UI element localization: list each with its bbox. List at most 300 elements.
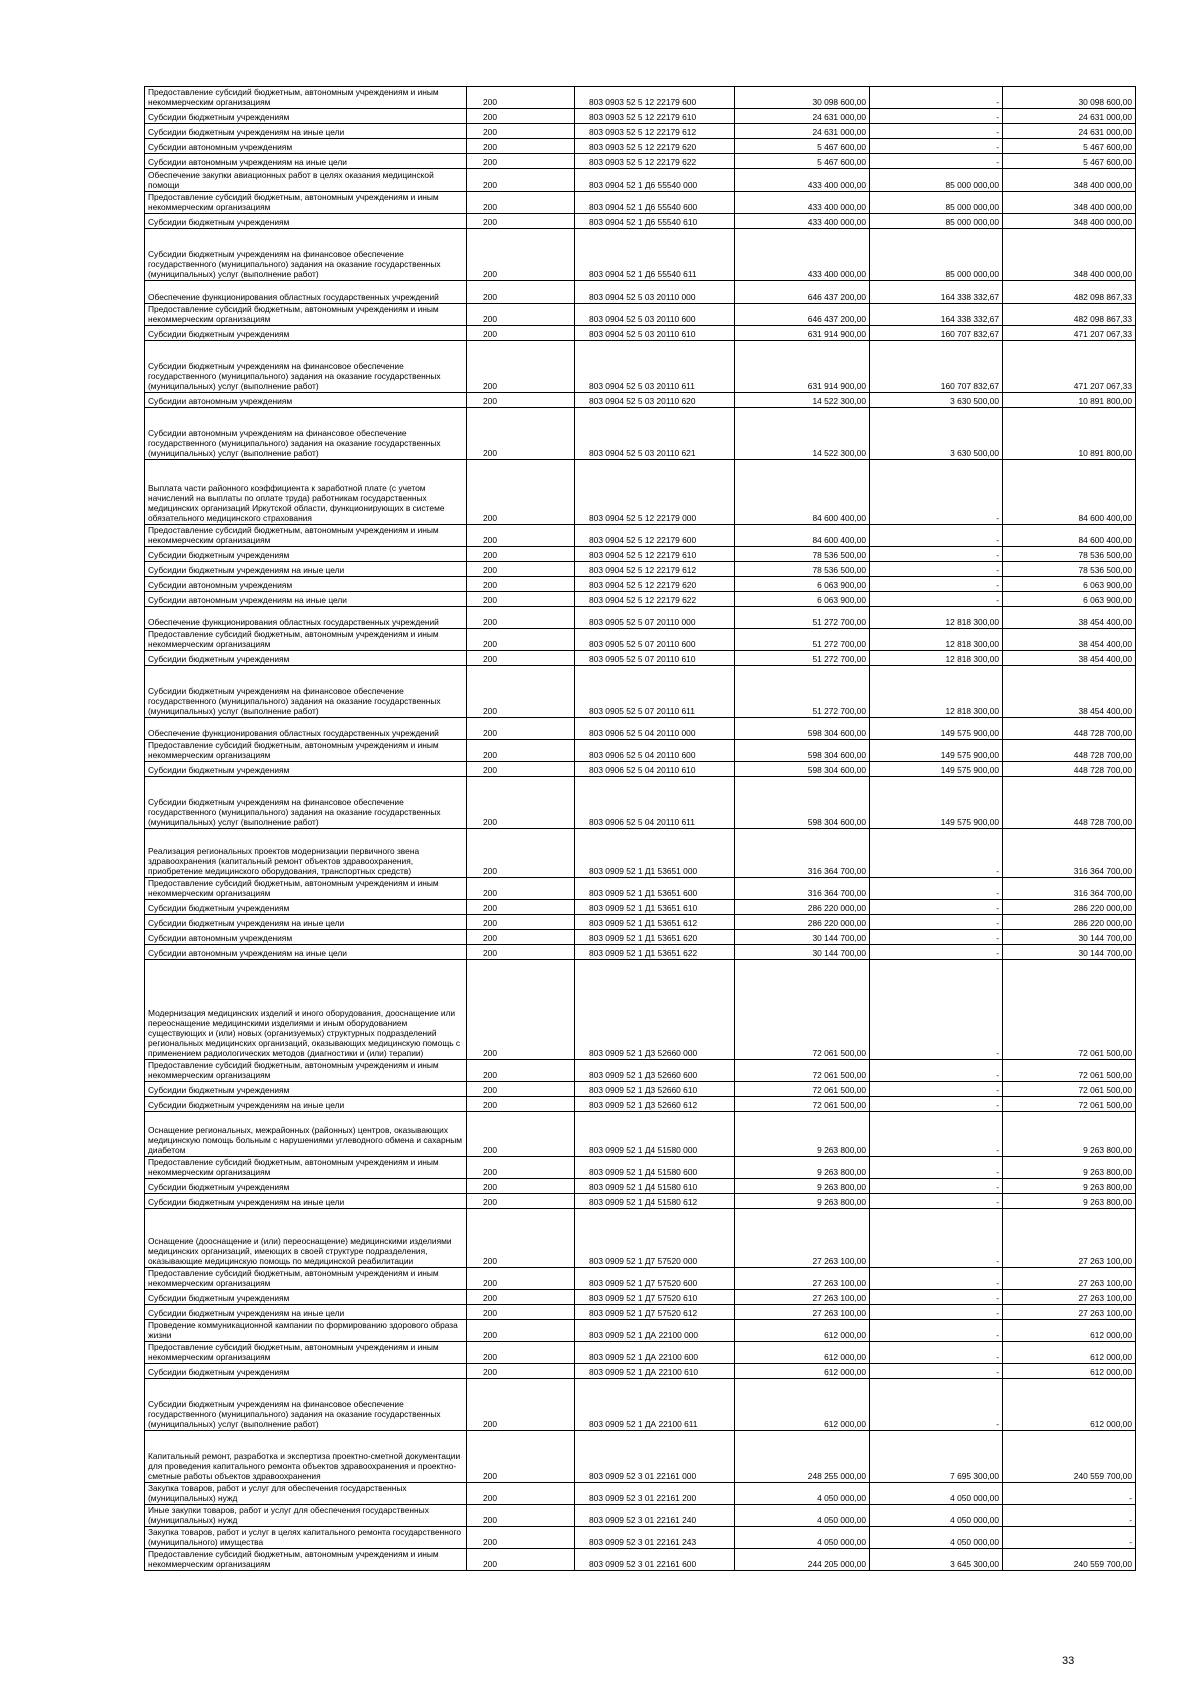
row-amount-total: 84 600 400,00 bbox=[1003, 525, 1136, 547]
row-kbk: 803 0909 52 1 Д7 57520 612 bbox=[575, 1305, 735, 1320]
row-amount-approved: 78 536 500,00 bbox=[735, 547, 870, 562]
row-kbk: 803 0903 52 5 12 22179 600 bbox=[575, 87, 735, 109]
table-row bbox=[145, 878, 1136, 900]
row-name: Субсидии бюджетным учреждениям на иные цели bbox=[145, 1097, 467, 1112]
row-amount-change: 164 338 332,67 bbox=[870, 281, 1003, 304]
row-amount-change: 160 707 832,67 bbox=[870, 341, 1003, 393]
row-name: Субсидии бюджетным учреждениям bbox=[145, 762, 467, 777]
row-amount-total: 72 061 500,00 bbox=[1003, 1082, 1136, 1097]
table-row bbox=[145, 393, 1136, 408]
row-amount-change: 149 575 900,00 bbox=[870, 740, 1003, 762]
row-amount-change: - bbox=[870, 460, 1003, 525]
row-amount-total: 30 098 600,00 bbox=[1003, 87, 1136, 109]
row-amount-change: 149 575 900,00 bbox=[870, 777, 1003, 829]
row-code: 200 bbox=[467, 740, 575, 762]
row-name: Предоставление субсидий бюджетным, автономным учреждениям и иным некоммерческим организациям bbox=[145, 740, 467, 762]
table-row bbox=[145, 229, 1136, 281]
row-name: Субсидии бюджетным учреждениям на иные цели bbox=[145, 1194, 467, 1209]
row-code: 200 bbox=[467, 629, 575, 651]
table-row bbox=[145, 1157, 1136, 1179]
row-amount-approved: 9 263 800,00 bbox=[735, 1179, 870, 1194]
row-kbk: 803 0903 52 5 12 22179 622 bbox=[575, 154, 735, 169]
row-amount-change: - bbox=[870, 1342, 1003, 1364]
table-row bbox=[145, 666, 1136, 718]
row-name: Субсидии бюджетным учреждениям bbox=[145, 214, 467, 229]
row-name: Субсидии бюджетным учреждениям на финансовое обеспечение государственного (муниципального) задания на оказание государственных (муниципальных) услуг (выполнение работ) bbox=[145, 666, 467, 718]
table-row bbox=[145, 1290, 1136, 1305]
row-amount-total: 348 400 000,00 bbox=[1003, 192, 1136, 214]
row-amount-change: - bbox=[870, 87, 1003, 109]
row-kbk: 803 0906 52 5 04 20110 000 bbox=[575, 718, 735, 740]
table-row bbox=[145, 900, 1136, 915]
row-amount-change: 85 000 000,00 bbox=[870, 214, 1003, 229]
row-amount-change: - bbox=[870, 1112, 1003, 1157]
row-amount-total: 286 220 000,00 bbox=[1003, 900, 1136, 915]
row-amount-change: 160 707 832,67 bbox=[870, 326, 1003, 341]
row-name: Предоставление субсидий бюджетным, автономным учреждениям и иным некоммерческим организациям bbox=[145, 1342, 467, 1364]
row-amount-change: 12 818 300,00 bbox=[870, 666, 1003, 718]
table-row bbox=[145, 192, 1136, 214]
row-amount-total: 38 454 400,00 bbox=[1003, 629, 1136, 651]
table-row bbox=[145, 829, 1136, 878]
row-amount-approved: 433 400 000,00 bbox=[735, 169, 870, 192]
row-code: 200 bbox=[467, 1157, 575, 1179]
row-amount-total: 6 063 900,00 bbox=[1003, 592, 1136, 607]
table-row bbox=[145, 592, 1136, 607]
row-amount-approved: 30 098 600,00 bbox=[735, 87, 870, 109]
row-amount-change: 4 050 000,00 bbox=[870, 1505, 1003, 1527]
row-amount-change: 3 630 500,00 bbox=[870, 408, 1003, 460]
row-amount-change: - bbox=[870, 915, 1003, 930]
table-row bbox=[145, 1097, 1136, 1112]
row-kbk: 803 0904 52 5 03 20110 000 bbox=[575, 281, 735, 304]
row-amount-change: - bbox=[870, 1320, 1003, 1342]
row-kbk: 803 0904 52 5 12 22179 612 bbox=[575, 562, 735, 577]
page-number: 33 bbox=[1062, 1655, 1075, 1667]
row-kbk: 803 0909 52 1 Д7 57520 600 bbox=[575, 1268, 735, 1290]
row-code: 200 bbox=[467, 87, 575, 109]
row-amount-approved: 631 914 900,00 bbox=[735, 326, 870, 341]
row-amount-change: - bbox=[870, 1268, 1003, 1290]
row-code: 200 bbox=[467, 341, 575, 393]
row-code: 200 bbox=[467, 525, 575, 547]
row-kbk: 803 0909 52 1 Д3 52660 600 bbox=[575, 1060, 735, 1082]
row-amount-change: - bbox=[870, 547, 1003, 562]
row-amount-approved: 24 631 000,00 bbox=[735, 124, 870, 139]
row-amount-change: - bbox=[870, 1097, 1003, 1112]
row-amount-total: 10 891 800,00 bbox=[1003, 393, 1136, 408]
row-amount-change: 12 818 300,00 bbox=[870, 607, 1003, 629]
row-name: Закупка товаров, работ и услуг для обеспечения государственных (муниципальных) нужд bbox=[145, 1483, 467, 1505]
row-amount-total: 27 263 100,00 bbox=[1003, 1268, 1136, 1290]
row-kbk: 803 0909 52 1 Д4 51580 612 bbox=[575, 1194, 735, 1209]
row-amount-total: 240 559 700,00 bbox=[1003, 1431, 1136, 1483]
row-name: Субсидии бюджетным учреждениям на финансовое обеспечение государственного (муниципального) задания на оказание государственных (муниципальных) услуг (выполнение работ) bbox=[145, 341, 467, 393]
row-amount-approved: 598 304 600,00 bbox=[735, 777, 870, 829]
row-amount-approved: 598 304 600,00 bbox=[735, 762, 870, 777]
row-amount-change: - bbox=[870, 1194, 1003, 1209]
row-code: 200 bbox=[467, 1527, 575, 1549]
row-amount-total: 27 263 100,00 bbox=[1003, 1305, 1136, 1320]
row-amount-total: 5 467 600,00 bbox=[1003, 154, 1136, 169]
row-amount-approved: 433 400 000,00 bbox=[735, 214, 870, 229]
row-amount-total: 24 631 000,00 bbox=[1003, 109, 1136, 124]
row-amount-approved: 51 272 700,00 bbox=[735, 666, 870, 718]
row-amount-total: 84 600 400,00 bbox=[1003, 460, 1136, 525]
row-amount-change: - bbox=[870, 1290, 1003, 1305]
row-amount-approved: 612 000,00 bbox=[735, 1320, 870, 1342]
row-amount-total: 612 000,00 bbox=[1003, 1379, 1136, 1431]
row-name: Иные закупки товаров, работ и услуг для обеспечения государственных (муниципальных) нужд bbox=[145, 1505, 467, 1527]
row-kbk: 803 0909 52 1 Д3 52660 610 bbox=[575, 1082, 735, 1097]
table-row bbox=[145, 1527, 1136, 1549]
row-amount-total: 240 559 700,00 bbox=[1003, 1549, 1136, 1571]
table-row bbox=[145, 1268, 1136, 1290]
row-code: 200 bbox=[467, 777, 575, 829]
row-name: Субсидии автономным учреждениям на финансовое обеспечение государственного (муниципального) задания на оказание государственных (муниципальных) услуг (выполнение работ) bbox=[145, 408, 467, 460]
row-code: 200 bbox=[467, 577, 575, 592]
row-amount-change: 85 000 000,00 bbox=[870, 169, 1003, 192]
row-name: Предоставление субсидий бюджетным, автономным учреждениям и иным некоммерческим организациям bbox=[145, 1268, 467, 1290]
row-kbk: 803 0909 52 1 Д7 57520 610 bbox=[575, 1290, 735, 1305]
row-amount-approved: 84 600 400,00 bbox=[735, 460, 870, 525]
row-amount-change: - bbox=[870, 1157, 1003, 1179]
table-row bbox=[145, 408, 1136, 460]
row-amount-approved: 27 263 100,00 bbox=[735, 1268, 870, 1290]
row-name: Предоставление субсидий бюджетным, автономным учреждениям и иным некоммерческим организациям bbox=[145, 629, 467, 651]
row-amount-approved: 248 255 000,00 bbox=[735, 1431, 870, 1483]
table-row bbox=[145, 1060, 1136, 1082]
row-amount-change: - bbox=[870, 109, 1003, 124]
table-row bbox=[145, 124, 1136, 139]
row-code: 200 bbox=[467, 393, 575, 408]
row-amount-total: 482 098 867,33 bbox=[1003, 281, 1136, 304]
row-kbk: 803 0909 52 1 Д4 51580 000 bbox=[575, 1112, 735, 1157]
row-kbk: 803 0904 52 1 Д6 55540 000 bbox=[575, 169, 735, 192]
row-name: Субсидии бюджетным учреждениям на финансовое обеспечение государственного (муниципального) задания на оказание государственных (муниципальных) услуг (выполнение работ) bbox=[145, 1379, 467, 1431]
row-amount-total: 27 263 100,00 bbox=[1003, 1290, 1136, 1305]
table-row bbox=[145, 1483, 1136, 1505]
row-amount-approved: 51 272 700,00 bbox=[735, 651, 870, 666]
row-code: 200 bbox=[467, 1268, 575, 1290]
row-name: Модернизация медицинских изделий и иного оборудования, дооснащение или переоснащение медицинскими изделиями и иным оборудованием существующих и (или) новых (организуемых) структурных подразделений региональных медицинских организаций, оказывающих медицинскую помощь с применением радиологических методов (диагностики и (или) терапии) bbox=[145, 960, 467, 1060]
row-amount-change: 85 000 000,00 bbox=[870, 192, 1003, 214]
row-name: Выплата части районного коэффициента к заработной плате (с учетом начислений на выплаты по оплате труда) работникам государственных медицинских организаций Иркутской области, функционирующих в системе обязательного медицинского страхования bbox=[145, 460, 467, 525]
row-amount-approved: 27 263 100,00 bbox=[735, 1209, 870, 1268]
table-row bbox=[145, 1364, 1136, 1379]
row-code: 200 bbox=[467, 1082, 575, 1097]
table-row bbox=[145, 1549, 1136, 1571]
table-row bbox=[145, 109, 1136, 124]
row-kbk: 803 0906 52 5 04 20110 611 bbox=[575, 777, 735, 829]
row-amount-total: 471 207 067,33 bbox=[1003, 341, 1136, 393]
row-name: Оснащение региональных, межрайонных (районных) центров, оказывающих медицинскую помощь больным с нарушениями углеводного обмена и сахарным диабетом bbox=[145, 1112, 467, 1157]
row-name: Закупка товаров, работ и услуг в целях капитального ремонта государственного (муниципального) имущества bbox=[145, 1527, 467, 1549]
row-amount-approved: 78 536 500,00 bbox=[735, 562, 870, 577]
row-code: 200 bbox=[467, 326, 575, 341]
row-code: 200 bbox=[467, 930, 575, 945]
row-amount-change: 12 818 300,00 bbox=[870, 629, 1003, 651]
row-code: 200 bbox=[467, 915, 575, 930]
row-amount-change: - bbox=[870, 1179, 1003, 1194]
row-code: 200 bbox=[467, 1342, 575, 1364]
row-code: 200 bbox=[467, 460, 575, 525]
row-name: Субсидии автономным учреждениям на иные цели bbox=[145, 154, 467, 169]
table-row bbox=[145, 281, 1136, 304]
table-row bbox=[145, 525, 1136, 547]
row-kbk: 803 0904 52 1 Д6 55540 610 bbox=[575, 214, 735, 229]
row-name: Предоставление субсидий бюджетным, автономным учреждениям и иным некоммерческим организациям bbox=[145, 87, 467, 109]
row-code: 200 bbox=[467, 1320, 575, 1342]
row-name: Субсидии бюджетным учреждениям bbox=[145, 1082, 467, 1097]
table-row bbox=[145, 1342, 1136, 1364]
table-row bbox=[145, 1082, 1136, 1097]
table-row bbox=[145, 87, 1136, 109]
row-amount-total: 316 364 700,00 bbox=[1003, 829, 1136, 878]
row-amount-total: 348 400 000,00 bbox=[1003, 169, 1136, 192]
table-row bbox=[145, 304, 1136, 326]
table-row bbox=[145, 577, 1136, 592]
row-amount-approved: 598 304 600,00 bbox=[735, 718, 870, 740]
row-code: 200 bbox=[467, 960, 575, 1060]
row-amount-total: 38 454 400,00 bbox=[1003, 607, 1136, 629]
row-amount-approved: 612 000,00 bbox=[735, 1364, 870, 1379]
row-kbk: 803 0906 52 5 04 20110 610 bbox=[575, 762, 735, 777]
row-name: Субсидии бюджетным учреждениям bbox=[145, 1290, 467, 1305]
row-code: 200 bbox=[467, 592, 575, 607]
row-name: Обеспечение функционирования областных государственных учреждений bbox=[145, 607, 467, 629]
row-amount-change: - bbox=[870, 592, 1003, 607]
row-name: Капитальный ремонт, разработка и экспертиза проектно-сметной документации для проведения капитального ремонта объектов здравоохранения и проектно-сметные работы объектов здравоохранения bbox=[145, 1431, 467, 1483]
table-row bbox=[145, 777, 1136, 829]
row-amount-total: - bbox=[1003, 1527, 1136, 1549]
row-name: Субсидии автономным учреждениям bbox=[145, 930, 467, 945]
row-amount-change: - bbox=[870, 900, 1003, 915]
row-name: Реализация региональных проектов модернизации первичного звена здравоохранения (капитальный ремонт объектов здравоохранения, приобретение медицинского оборудования, транспортных средств) bbox=[145, 829, 467, 878]
table-row bbox=[145, 1194, 1136, 1209]
row-kbk: 803 0904 52 5 03 20110 611 bbox=[575, 341, 735, 393]
row-kbk: 803 0904 52 1 Д6 55540 611 bbox=[575, 229, 735, 281]
row-name: Субсидии автономным учреждениям bbox=[145, 139, 467, 154]
row-name: Субсидии бюджетным учреждениям bbox=[145, 651, 467, 666]
row-name: Субсидии бюджетным учреждениям bbox=[145, 1179, 467, 1194]
row-kbk: 803 0909 52 1 Д4 51580 600 bbox=[575, 1157, 735, 1179]
row-amount-total: 448 728 700,00 bbox=[1003, 740, 1136, 762]
row-amount-total: 10 891 800,00 bbox=[1003, 408, 1136, 460]
row-code: 200 bbox=[467, 1060, 575, 1082]
row-amount-approved: 316 364 700,00 bbox=[735, 829, 870, 878]
row-kbk: 803 0909 52 1 ДА 22100 610 bbox=[575, 1364, 735, 1379]
row-kbk: 803 0909 52 1 Д1 53651 600 bbox=[575, 878, 735, 900]
table-row bbox=[145, 547, 1136, 562]
row-name: Субсидии бюджетным учреждениям bbox=[145, 1364, 467, 1379]
row-amount-approved: 612 000,00 bbox=[735, 1379, 870, 1431]
row-kbk: 803 0909 52 1 Д7 57520 000 bbox=[575, 1209, 735, 1268]
row-amount-total: - bbox=[1003, 1483, 1136, 1505]
row-name: Обеспечение функционирования областных государственных учреждений bbox=[145, 718, 467, 740]
row-name: Предоставление субсидий бюджетным, автономным учреждениям и иным некоммерческим организациям bbox=[145, 304, 467, 326]
row-name: Предоставление субсидий бюджетным, автономным учреждениям и иным некоммерческим организациям bbox=[145, 1157, 467, 1179]
row-name: Субсидии бюджетным учреждениям на иные цели bbox=[145, 1305, 467, 1320]
table-row bbox=[145, 1209, 1136, 1268]
row-code: 200 bbox=[467, 1209, 575, 1268]
row-code: 200 bbox=[467, 169, 575, 192]
row-code: 200 bbox=[467, 562, 575, 577]
table-row bbox=[145, 214, 1136, 229]
row-amount-total: 612 000,00 bbox=[1003, 1342, 1136, 1364]
row-amount-approved: 244 205 000,00 bbox=[735, 1549, 870, 1571]
row-kbk: 803 0909 52 1 ДА 22100 611 bbox=[575, 1379, 735, 1431]
row-kbk: 803 0909 52 1 Д3 52660 612 bbox=[575, 1097, 735, 1112]
table-row bbox=[145, 341, 1136, 393]
row-kbk: 803 0909 52 1 ДА 22100 000 bbox=[575, 1320, 735, 1342]
row-code: 200 bbox=[467, 154, 575, 169]
row-name: Субсидии бюджетным учреждениям bbox=[145, 547, 467, 562]
row-code: 200 bbox=[467, 900, 575, 915]
table-row bbox=[145, 762, 1136, 777]
table-row bbox=[145, 460, 1136, 525]
row-amount-change: - bbox=[870, 878, 1003, 900]
row-amount-change: 12 818 300,00 bbox=[870, 651, 1003, 666]
table-row bbox=[145, 629, 1136, 651]
row-name: Предоставление субсидий бюджетным, автономным учреждениям и иным некоммерческим организациям bbox=[145, 1060, 467, 1082]
row-kbk: 803 0904 52 5 03 20110 620 bbox=[575, 393, 735, 408]
row-amount-change: - bbox=[870, 945, 1003, 960]
table-row bbox=[145, 1112, 1136, 1157]
row-amount-approved: 9 263 800,00 bbox=[735, 1194, 870, 1209]
row-code: 200 bbox=[467, 878, 575, 900]
row-amount-approved: 72 061 500,00 bbox=[735, 960, 870, 1060]
row-kbk: 803 0909 52 3 01 22161 000 bbox=[575, 1431, 735, 1483]
row-name: Обеспечение закупки авиационных работ в целях оказания медицинской помощи bbox=[145, 169, 467, 192]
row-code: 200 bbox=[467, 718, 575, 740]
row-amount-change: - bbox=[870, 577, 1003, 592]
table-row bbox=[145, 1505, 1136, 1527]
row-amount-approved: 646 437 200,00 bbox=[735, 281, 870, 304]
row-name: Предоставление субсидий бюджетным, автономным учреждениям и иным некоммерческим организациям bbox=[145, 1549, 467, 1571]
row-code: 200 bbox=[467, 1097, 575, 1112]
row-code: 200 bbox=[467, 1549, 575, 1571]
row-amount-change: - bbox=[870, 1082, 1003, 1097]
row-code: 200 bbox=[467, 1483, 575, 1505]
table-row bbox=[145, 718, 1136, 740]
row-kbk: 803 0904 52 1 Д6 55540 600 bbox=[575, 192, 735, 214]
row-name: Предоставление субсидий бюджетным, автономным учреждениям и иным некоммерческим организациям bbox=[145, 192, 467, 214]
row-name: Проведение коммуникационной кампании по формированию здорового образа жизни bbox=[145, 1320, 467, 1342]
row-amount-total: 38 454 400,00 bbox=[1003, 666, 1136, 718]
row-name: Субсидии автономным учреждениям bbox=[145, 577, 467, 592]
table-row bbox=[145, 607, 1136, 629]
row-code: 200 bbox=[467, 1194, 575, 1209]
table-row bbox=[145, 960, 1136, 1060]
row-amount-approved: 5 467 600,00 bbox=[735, 139, 870, 154]
row-code: 200 bbox=[467, 547, 575, 562]
row-name: Субсидии бюджетным учреждениям на иные цели bbox=[145, 562, 467, 577]
row-kbk: 803 0904 52 5 12 22179 600 bbox=[575, 525, 735, 547]
row-kbk: 803 0906 52 5 04 20110 600 bbox=[575, 740, 735, 762]
row-amount-total: 448 728 700,00 bbox=[1003, 718, 1136, 740]
row-amount-approved: 433 400 000,00 bbox=[735, 192, 870, 214]
row-amount-total: 471 207 067,33 bbox=[1003, 326, 1136, 341]
table-row bbox=[145, 562, 1136, 577]
row-amount-total: 6 063 900,00 bbox=[1003, 577, 1136, 592]
row-amount-total: 9 263 800,00 bbox=[1003, 1157, 1136, 1179]
row-code: 200 bbox=[467, 829, 575, 878]
row-amount-total: 316 364 700,00 bbox=[1003, 878, 1136, 900]
row-amount-total: 38 454 400,00 bbox=[1003, 651, 1136, 666]
row-name: Предоставление субсидий бюджетным, автономным учреждениям и иным некоммерческим организациям bbox=[145, 525, 467, 547]
row-code: 200 bbox=[467, 1179, 575, 1194]
row-kbk: 803 0909 52 1 Д1 53651 610 bbox=[575, 900, 735, 915]
table-row bbox=[145, 945, 1136, 960]
row-amount-approved: 72 061 500,00 bbox=[735, 1060, 870, 1082]
row-amount-change: 85 000 000,00 bbox=[870, 229, 1003, 281]
row-kbk: 803 0909 52 1 Д3 52660 000 bbox=[575, 960, 735, 1060]
row-amount-approved: 51 272 700,00 bbox=[735, 607, 870, 629]
row-kbk: 803 0903 52 5 12 22179 612 bbox=[575, 124, 735, 139]
table-row bbox=[145, 930, 1136, 945]
row-code: 200 bbox=[467, 281, 575, 304]
row-code: 200 bbox=[467, 1505, 575, 1527]
row-amount-approved: 72 061 500,00 bbox=[735, 1082, 870, 1097]
row-code: 200 bbox=[467, 109, 575, 124]
row-amount-total: 448 728 700,00 bbox=[1003, 777, 1136, 829]
row-name: Субсидии автономным учреждениям на иные цели bbox=[145, 592, 467, 607]
table-row bbox=[145, 1320, 1136, 1342]
row-code: 200 bbox=[467, 762, 575, 777]
row-amount-approved: 30 144 700,00 bbox=[735, 930, 870, 945]
row-kbk: 803 0905 52 5 07 20110 610 bbox=[575, 651, 735, 666]
row-kbk: 803 0909 52 3 01 22161 600 bbox=[575, 1549, 735, 1571]
row-amount-approved: 646 437 200,00 bbox=[735, 304, 870, 326]
row-amount-total: 348 400 000,00 bbox=[1003, 214, 1136, 229]
row-amount-approved: 4 050 000,00 bbox=[735, 1505, 870, 1527]
row-code: 200 bbox=[467, 945, 575, 960]
row-amount-change: 4 050 000,00 bbox=[870, 1527, 1003, 1549]
table-row bbox=[145, 1305, 1136, 1320]
row-kbk: 803 0903 52 5 12 22179 620 bbox=[575, 139, 735, 154]
row-code: 200 bbox=[467, 1112, 575, 1157]
row-kbk: 803 0909 52 3 01 22161 243 bbox=[575, 1527, 735, 1549]
row-amount-change: 3 645 300,00 bbox=[870, 1549, 1003, 1571]
row-amount-approved: 4 050 000,00 bbox=[735, 1527, 870, 1549]
row-amount-total: 9 263 800,00 bbox=[1003, 1194, 1136, 1209]
row-amount-change: 164 338 332,67 bbox=[870, 304, 1003, 326]
row-code: 200 bbox=[467, 1379, 575, 1431]
row-name: Субсидии бюджетным учреждениям bbox=[145, 326, 467, 341]
row-name: Субсидии автономным учреждениям на иные цели bbox=[145, 945, 467, 960]
row-amount-approved: 612 000,00 bbox=[735, 1342, 870, 1364]
row-amount-change: 7 695 300,00 bbox=[870, 1431, 1003, 1483]
row-amount-approved: 6 063 900,00 bbox=[735, 577, 870, 592]
row-code: 200 bbox=[467, 1431, 575, 1483]
row-kbk: 803 0909 52 1 Д1 53651 612 bbox=[575, 915, 735, 930]
row-kbk: 803 0905 52 5 07 20110 000 bbox=[575, 607, 735, 629]
row-amount-total: 27 263 100,00 bbox=[1003, 1209, 1136, 1268]
row-name: Субсидии бюджетным учреждениям bbox=[145, 109, 467, 124]
row-amount-change: - bbox=[870, 139, 1003, 154]
row-name: Субсидии бюджетным учреждениям на финансовое обеспечение государственного (муниципального) задания на оказание государственных (муниципальных) услуг (выполнение работ) bbox=[145, 229, 467, 281]
row-code: 200 bbox=[467, 1305, 575, 1320]
row-amount-approved: 14 522 300,00 bbox=[735, 408, 870, 460]
row-code: 200 bbox=[467, 1364, 575, 1379]
row-kbk: 803 0904 52 5 12 22179 610 bbox=[575, 547, 735, 562]
row-amount-total: 30 144 700,00 bbox=[1003, 930, 1136, 945]
table-row bbox=[145, 1431, 1136, 1483]
row-amount-approved: 72 061 500,00 bbox=[735, 1097, 870, 1112]
row-amount-approved: 631 914 900,00 bbox=[735, 341, 870, 393]
row-amount-total: 286 220 000,00 bbox=[1003, 915, 1136, 930]
